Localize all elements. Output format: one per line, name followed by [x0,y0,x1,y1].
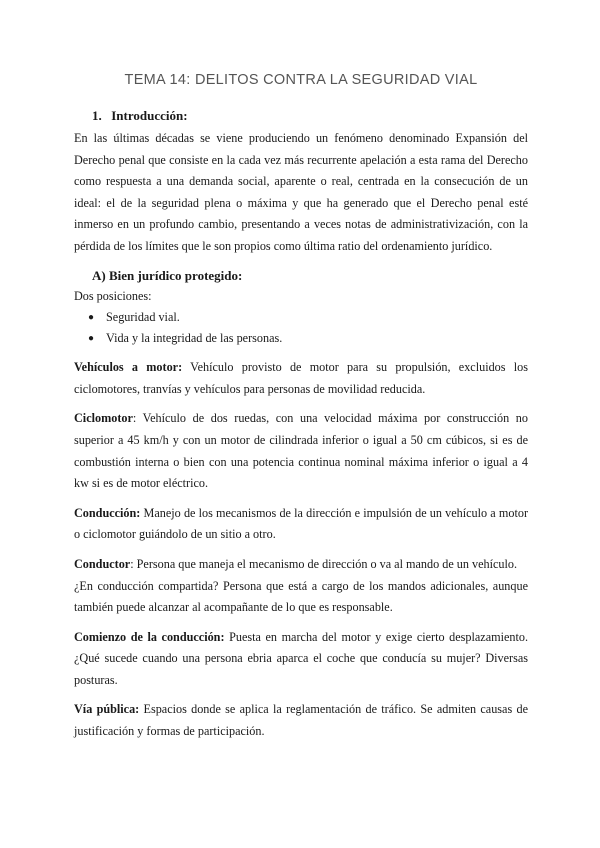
bullet-icon: ● [88,333,95,345]
definition-ciclomotor [74,408,528,494]
definition-text: Vehículo provisto de motor para su propulsión, excluidos los ciclomotores, tranvías y vehículos para personas de movilidad reducida. [74,360,528,396]
definition-conduccion [74,503,528,546]
introduction-paragraph: En las últimas décadas se viene produciendo un fenómeno denominado Expansión del Derecho penal que consiste en la cada vez más recurrente apelación a esta rama del Derecho como respuesta a una demanda social, aparente o real, centrada en la consecución de un ideal: el de la seguridad plena o máxima y que ha generado que el Derecho penal esté inmerso en un profundo cambio, presentando a veces notas de administrativización, con la pérdida de los límites que le son propios como última ratio del ordenamiento jurídico. [74,131,528,253]
definition-term: Ciclomotor [74,411,133,426]
list-item [74,328,528,349]
definition-text: Espacios donde se aplica la reglamentación de tráfico. Se admiten causas de justificación y formas de participación. [74,702,528,739]
document-title: TEMA 14: DELITOS CONTRA LA SEGURIDAD VIAL [124,72,478,88]
definition-vehiculos-a-motor [74,357,528,400]
section-number: 1. [92,108,102,123]
section-heading-label: Introducción: [111,108,188,123]
bullet-icon: ● [88,312,95,324]
section-heading-introduccion [92,108,528,124]
list-item [74,307,528,328]
definition-text: : Vehículo de dos ruedas, con una velocidad máxima por construcción no superior a 45 km/h y con un motor de cilindrada inferior o igual a 50 cm cúbicos, si es de combustión interna o bien con una potencia continua nominal máxima inferior o igual a 4 kw si es de motor eléctrico. [74,411,528,491]
definition-comienzo-conduccion [74,627,528,692]
definition-conductor [74,554,528,576]
definition-conductor-extra: ¿En conducción compartida? Persona que está a cargo de los mandos adicionales, aunque también puede alcanzar al acompañante de lo que es responsable. [74,578,528,615]
bullet-list [74,307,528,349]
definition-term: Conductor [74,556,131,571]
list-item-text: Seguridad vial. [106,310,180,325]
definition-term: Comienzo de la conducción: [74,629,225,644]
definition-text: : Persona que maneja el mecanismo de dirección o va al mando de un vehículo. [130,556,518,571]
subsection-intro: Dos posiciones: [74,288,152,303]
definition-term: Conducción: [74,505,141,520]
list-item-text: Vida y la integridad de las personas. [106,331,283,346]
definition-term: Vehículos a motor: [74,360,183,375]
definition-term: Vía pública: [74,702,140,717]
document-page [74,72,528,743]
subsection-heading-bien-juridico: A) Bien jurídico protegido: [92,267,243,283]
definition-text: Puesta en marcha del motor y exige cierto desplazamiento. ¿Qué sucede cuando una persona ebria aparca el coche que conducía su mujer? Diversas posturas. [74,629,529,687]
definition-text: Manejo de los mecanismos de la dirección e impulsión de un vehículo a motor o ciclomotor guiándolo de un sitio a otro. [74,505,528,542]
definition-via-publica [74,699,528,742]
